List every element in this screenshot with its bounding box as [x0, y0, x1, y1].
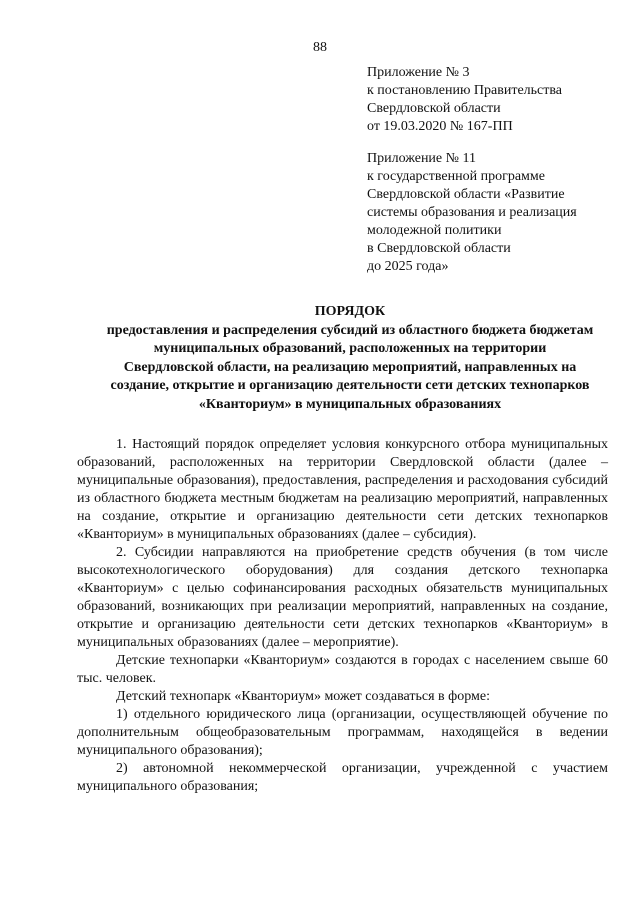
title-line: «Кванториум» в муниципальных образованиях [198, 396, 502, 412]
page-number: 88 [313, 40, 327, 55]
document-title [60, 303, 640, 414]
title-line: муниципальных образований, расположенных на территории [153, 341, 547, 356]
appendix-3-reference [367, 64, 627, 136]
appendix-line: в Свердловской области [367, 241, 511, 256]
paragraph: Детский технопарк «Кванториум» может создаваться в форме: [116, 689, 490, 704]
paragraph: 2) автономной некоммерческой организации, учрежденной с участием муниципального образования; [77, 761, 608, 794]
paragraph: Детские технопарки «Кванториум» создаются в городах с населением свыше 60 тыс. человек. [77, 653, 608, 686]
title-line: создание, открытие и организацию деятельности сети детских технопарков [110, 378, 590, 393]
title-line: предоставления и распределения субсидий из областного бюджета бюджетам [106, 322, 594, 338]
appendix-line: Свердловской области [367, 101, 501, 116]
document-body [77, 436, 608, 796]
appendix-line: молодежной политики [367, 223, 502, 238]
appendix-line: к государственной программе [367, 169, 545, 184]
appendix-line: Приложение № 3 [367, 65, 470, 80]
appendix-line: от 19.03.2020 № 167-ПП [367, 119, 513, 134]
appendix-line: к постановлению Правительства [367, 83, 563, 98]
title-line: Свердловской области, на реализацию мероприятий, направленных на [123, 359, 577, 375]
appendix-line: до 2025 года» [367, 259, 449, 274]
appendix-line: системы образования и реализация [367, 205, 577, 220]
paragraph: 2. Субсидии направляются на приобретение средств обучения (в том числе высокотехнологического оборудования) для создания детского технопарка «Кванториум» с целью софинансирования расходных обязательств муниципальных образований, возникающих при реализации мероприятий, направленных на создание, открытие и организацию деятельности сети детских технопарков «Кванториум» в муниципальных образованиях (далее – мероприятие). [77, 545, 608, 650]
title-heading: ПОРЯДОК [314, 304, 386, 319]
paragraph: 1) отдельного юридического лица (организации, осуществляющей обучение по дополнительным общеобразовательным программам, находящейся в ведении муниципального образования); [77, 707, 608, 758]
appendix-line: Свердловской области «Развитие [367, 187, 565, 202]
appendix-11-reference [367, 150, 627, 276]
appendix-line: Приложение № 11 [367, 151, 476, 166]
paragraph: 1. Настоящий порядок определяет условия конкурсного отбора муниципальных образований, расположенных на территории Свердловской области (далее – муниципальные образования), предоставления, распределения и расходования субсидий из областного бюджета местным бюджетам на реализацию мероприятий, направленных на создание, открытие и организацию деятельности сети детских технопарков «Кванториум» в муниципальных образованиях (далее – субсидия). [77, 437, 608, 542]
